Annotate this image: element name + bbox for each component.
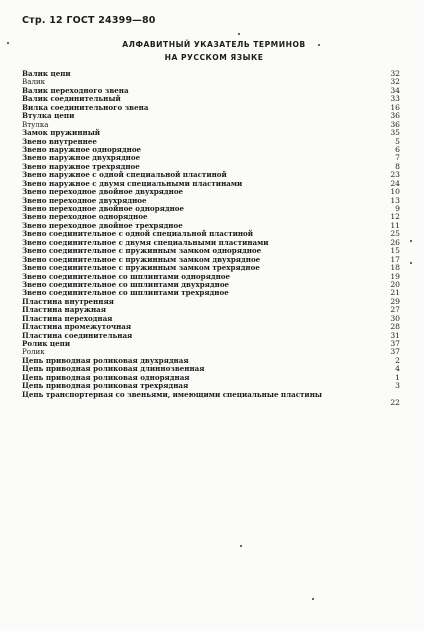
index-entry-page-number: 16 <box>390 102 400 112</box>
index-entry-term: Пластина соединительная <box>22 330 133 340</box>
index-entry-page-number: 29 <box>390 296 400 306</box>
index-entry-term: Звено наружное двухрядное <box>22 153 141 163</box>
index-entry-page-number: 7 <box>395 153 400 163</box>
scan-speck <box>240 545 242 547</box>
index-entry-term: Звено соединительное с пружинным замком трехрядное <box>22 263 260 273</box>
index-entry-term: Валик переходного звена <box>22 85 129 95</box>
index-entry-term: Цепь приводная роликовая трехрядная <box>22 381 189 391</box>
index-entry-page-number: 34 <box>390 85 400 95</box>
index-entry-term: Ролик <box>22 347 45 357</box>
index-entry-term: Цепь приводная роликовая двухрядная <box>22 355 189 365</box>
index-entry-term: Валик цепи <box>22 69 71 78</box>
index-entry-page-number: 26 <box>390 237 400 247</box>
index-entry-term: Звено переходное однорядное <box>22 212 148 222</box>
index-entry <box>22 112 402 120</box>
index-entry-page-number: 37 <box>390 347 400 357</box>
index-entry-term: Втулка <box>22 119 49 129</box>
index-entry-page-number: 21 <box>390 288 400 298</box>
index-entry-term: Звено наружное с двумя специальными пластинами <box>22 178 243 188</box>
index-entry-page-number: 27 <box>390 305 400 315</box>
index-entry-page-number: 5 <box>395 136 400 146</box>
index-entry-page-number: 10 <box>390 187 400 197</box>
index-entry-page-number: 32 <box>390 77 400 87</box>
scan-speck <box>7 42 9 44</box>
scan-speck <box>410 262 412 264</box>
index-entry-term: Звено переходное двойное двухрядное <box>22 187 184 197</box>
index-entry-term: Звено соединительное с двумя специальными пластинами <box>22 237 269 247</box>
index-entry-page-number: 37 <box>390 339 400 348</box>
index-entry <box>22 340 402 348</box>
index-entry-term: Замок пружинный <box>22 128 101 138</box>
index-entry-page-number: 1 <box>395 372 400 382</box>
page-header: Стр. 12 ГОСТ 24399—80 <box>22 15 156 26</box>
index-entry-page-number: 6 <box>395 144 400 154</box>
index-entry-page-number: 24 <box>390 178 400 188</box>
index-entry-term: Звено соединительное с пружинным замком однорядное <box>22 246 262 256</box>
index-entry-term: Звено соединительное со шплинтами трехрядное <box>22 288 229 298</box>
index-entry-page-number: 12 <box>390 212 400 222</box>
index-entry-page-number: 25 <box>390 229 400 239</box>
index-entry-page-number: 32 <box>390 69 400 78</box>
index-entry-term: Звено соединительное со шплинтами двухрядное <box>22 279 230 289</box>
index-entry-page-number: 13 <box>390 195 400 205</box>
index-entry-term: Пластина переходная <box>22 313 113 323</box>
index-entry-term: Валик <box>22 77 46 87</box>
index-entry-term: Пластина внутренняя <box>22 296 114 306</box>
index-entry-term: Пластина наружная <box>22 305 107 315</box>
index-entry <box>22 391 402 408</box>
index-entry-term: Звено внутреннее <box>22 136 97 146</box>
index-entry-term: Валик соединительный <box>22 94 121 104</box>
index-title: АЛФАВИТНЫЙ УКАЗАТЕЛЬ ТЕРМИНОВ <box>122 40 306 49</box>
index-entry-page-number: 31 <box>390 330 400 340</box>
index-entry <box>22 104 402 112</box>
scan-speck <box>318 44 320 46</box>
index-entry-term: Цепь приводная роликовая длиннозвенная <box>22 364 205 374</box>
index-entry-page-number: 11 <box>390 220 400 230</box>
index-entry-term: Вилка соединительного звена <box>22 102 149 112</box>
index-entry-page-number: 20 <box>390 279 400 289</box>
index-entry-term: Звено переходное двойное трехрядное <box>22 220 183 230</box>
index-entry-page-number: 17 <box>390 254 400 264</box>
index-entry-page-number: 8 <box>395 161 400 171</box>
scan-speck <box>238 33 240 35</box>
index-entry-page-number: 19 <box>390 271 400 281</box>
index-entry-term: Втулка цепи <box>22 111 75 121</box>
index-entry-term: Звено соединительное с пружинным замком двухрядное <box>22 254 261 264</box>
index-entry-term: Звено переходное двухрядное <box>22 195 147 205</box>
index-entry-page-number: 36 <box>390 111 400 121</box>
index-entry-term: Пластина промежуточная <box>22 322 132 332</box>
index-entry-page-number: 36 <box>390 119 400 129</box>
index-entry <box>22 332 402 340</box>
scan-speck <box>312 598 314 600</box>
index-entry-term: Ролик цепи <box>22 339 71 348</box>
index-entry-page-number: 2 <box>395 355 400 365</box>
index-entry-page-number: 35 <box>390 128 400 138</box>
index-entry-term: Звено наружное с одной специальной пластиной <box>22 170 227 180</box>
index-entry-page-number: 9 <box>395 204 400 213</box>
index-subtitle: НА РУССКОМ ЯЗЫКЕ <box>164 53 264 62</box>
index-entry-page-number: 3 <box>395 381 400 391</box>
index-entry-page-number: 18 <box>390 263 400 273</box>
index-entry <box>22 70 402 78</box>
index-entry-term: Звено соединительное со шплинтами однорядное <box>22 271 231 281</box>
index-entry-page-number: 4 <box>395 364 400 374</box>
index-entry-term: Цепь приводная роликовая однорядная <box>22 372 190 382</box>
scan-speck <box>410 240 412 242</box>
term-index-list <box>22 70 402 407</box>
index-entry-term: Цепь транспортерная со звеньями, имеющими специальные пластины <box>22 389 322 399</box>
index-entry-term: Звено наружное трехрядное <box>22 161 140 171</box>
index-entry-page-number: 33 <box>390 94 400 104</box>
index-entry-page-number: 22 <box>390 397 400 407</box>
index-entry-page-number: 15 <box>390 246 400 256</box>
index-entry-term: Звено соединительное с одной специальной пластиной <box>22 229 254 239</box>
index-entry-page-number: 23 <box>390 170 400 180</box>
index-entry-term: Звено наружное однорядное <box>22 144 142 154</box>
index-entry-page-number: 30 <box>390 313 400 323</box>
index-entry-term: Звено переходное двойное однорядное <box>22 204 185 213</box>
index-entry-page-number: 28 <box>390 322 400 332</box>
